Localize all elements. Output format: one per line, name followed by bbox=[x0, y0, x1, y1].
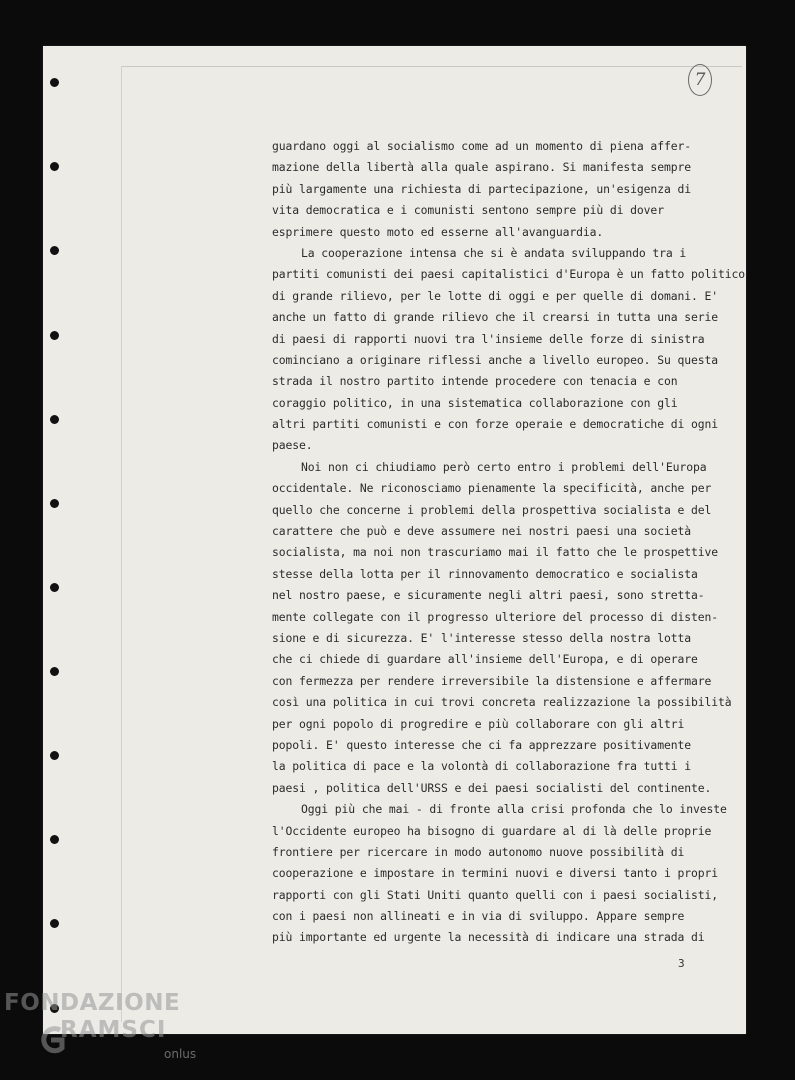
text-line: rapporti con gli Stati Uniti quanto quelli con i paesi socialisti, bbox=[272, 887, 719, 902]
binder-hole bbox=[50, 583, 59, 592]
text-line: più largamente una richiesta di partecipazione, un'esigenza di bbox=[272, 181, 691, 196]
watermark-line2: RAMSCI bbox=[60, 1017, 167, 1043]
text-line: l'Occidente europeo ha bisogno di guardare al di là delle proprie bbox=[272, 823, 712, 838]
text-line: esprimere questo moto ed esserne all'avanguardia. bbox=[272, 224, 604, 239]
text-line: così una politica in cui trovi concreta realizzazione la possibilità bbox=[272, 695, 732, 710]
text-line: cooperazione e impostare in termini nuovi e diversi tanto i propri bbox=[272, 866, 719, 881]
typewritten-text bbox=[272, 136, 746, 949]
text-line: di grande rilievo, per le lotte di oggi e per quelle di domani. E' bbox=[272, 288, 719, 303]
page-number: 3 bbox=[678, 957, 685, 970]
document-page bbox=[43, 46, 746, 1034]
binder-hole bbox=[50, 835, 59, 844]
text-line: la politica di pace e la volontà di collaborazione fra tutti i bbox=[272, 759, 691, 774]
text-line: paesi , politica dell'URSS e dei paesi socialisti del continente. bbox=[272, 780, 712, 795]
text-line: La cooperazione intensa che si è andata sviluppando tra i bbox=[301, 245, 687, 260]
text-line: anche un fatto di grande rilievo che il crearsi in tutta una serie bbox=[272, 310, 719, 325]
text-line: cominciano a originare riflessi anche a livello europeo. Su questa bbox=[272, 352, 719, 367]
binder-hole bbox=[50, 499, 59, 508]
text-line: Noi non ci chiudiamo però certo entro i problemi dell'Europa bbox=[301, 459, 707, 474]
binder-hole bbox=[50, 162, 59, 171]
text-line: per ogni popolo di progredire e più collaborare con gli altri bbox=[272, 716, 685, 731]
text-line: stesse della lotta per il rinnovamento democratico e socialista bbox=[272, 566, 698, 581]
text-line: coraggio politico, in una sistematica collaborazione con gli bbox=[272, 395, 678, 410]
text-line: quello che concerne i problemi della prospettiva socialista e del bbox=[272, 502, 712, 517]
binder-hole bbox=[50, 667, 59, 676]
text-line: più importante ed urgente la necessità di indicare una strada di bbox=[272, 930, 705, 945]
text-line: strada il nostro partito intende procedere con tenacia e con bbox=[272, 374, 678, 389]
text-line: con i paesi non allineati e in via di sviluppo. Appare sempre bbox=[272, 909, 685, 924]
text-line: nel nostro paese, e sicuramente negli altri paesi, sono stretta- bbox=[272, 588, 705, 603]
binder-hole bbox=[50, 246, 59, 255]
watermark-line3: onlus bbox=[164, 1047, 197, 1061]
binder-hole bbox=[50, 78, 59, 87]
text-line: paese. bbox=[272, 438, 313, 453]
text-line: popoli. E' questo interesse che ci fa apprezzare positivamente bbox=[272, 737, 691, 752]
text-line: occidentale. Ne riconosciamo pienamente la specificità, anche per bbox=[272, 481, 712, 496]
text-line: che ci chiede di guardare all'insieme dell'Europa, e di operare bbox=[272, 652, 698, 667]
binder-hole bbox=[50, 919, 59, 928]
text-line: socialista, ma noi non trascuriamo mai il fatto che le prospettive bbox=[272, 545, 719, 560]
watermark-line1: FONDAZIONE bbox=[4, 990, 181, 1016]
text-line: vita democratica e i comunisti sentono sempre più di dover bbox=[272, 203, 664, 218]
text-line: mazione della libertà alla quale aspirano. Si manifesta sempre bbox=[272, 160, 691, 175]
text-line: partiti comunisti dei paesi capitalistici d'Europa è un fatto politico bbox=[272, 267, 746, 282]
text-line: sione e di sicurezza. E' l'interesse stesso della nostra lotta bbox=[272, 630, 691, 645]
text-line: Oggi più che mai - di fronte alla crisi profonda che lo investe bbox=[301, 802, 727, 817]
binder-hole bbox=[50, 331, 59, 340]
text-line: frontiere per ricercare in modo autonomo nuove possibilità di bbox=[272, 844, 685, 859]
text-line: altri partiti comunisti e con forze operaie e democratiche di ogni bbox=[272, 417, 719, 432]
text-line: di paesi di rapporti nuovi tra l'insieme delle forze di sinistra bbox=[272, 331, 705, 346]
text-line: con fermezza per rendere irreversibile la distensione e affermare bbox=[272, 673, 712, 688]
handwritten-page-mark: 7 bbox=[688, 64, 712, 96]
text-line: mente collegate con il progresso ulteriore del processo di disten- bbox=[272, 609, 719, 624]
text-line: guardano oggi al socialismo come ad un momento di piena affer- bbox=[272, 139, 691, 153]
binder-hole bbox=[50, 751, 59, 760]
fondazione-gramsci-watermark bbox=[4, 990, 204, 1075]
text-line: carattere che può e deve assumere nei nostri paesi una società bbox=[272, 524, 691, 539]
binder-hole bbox=[50, 415, 59, 424]
